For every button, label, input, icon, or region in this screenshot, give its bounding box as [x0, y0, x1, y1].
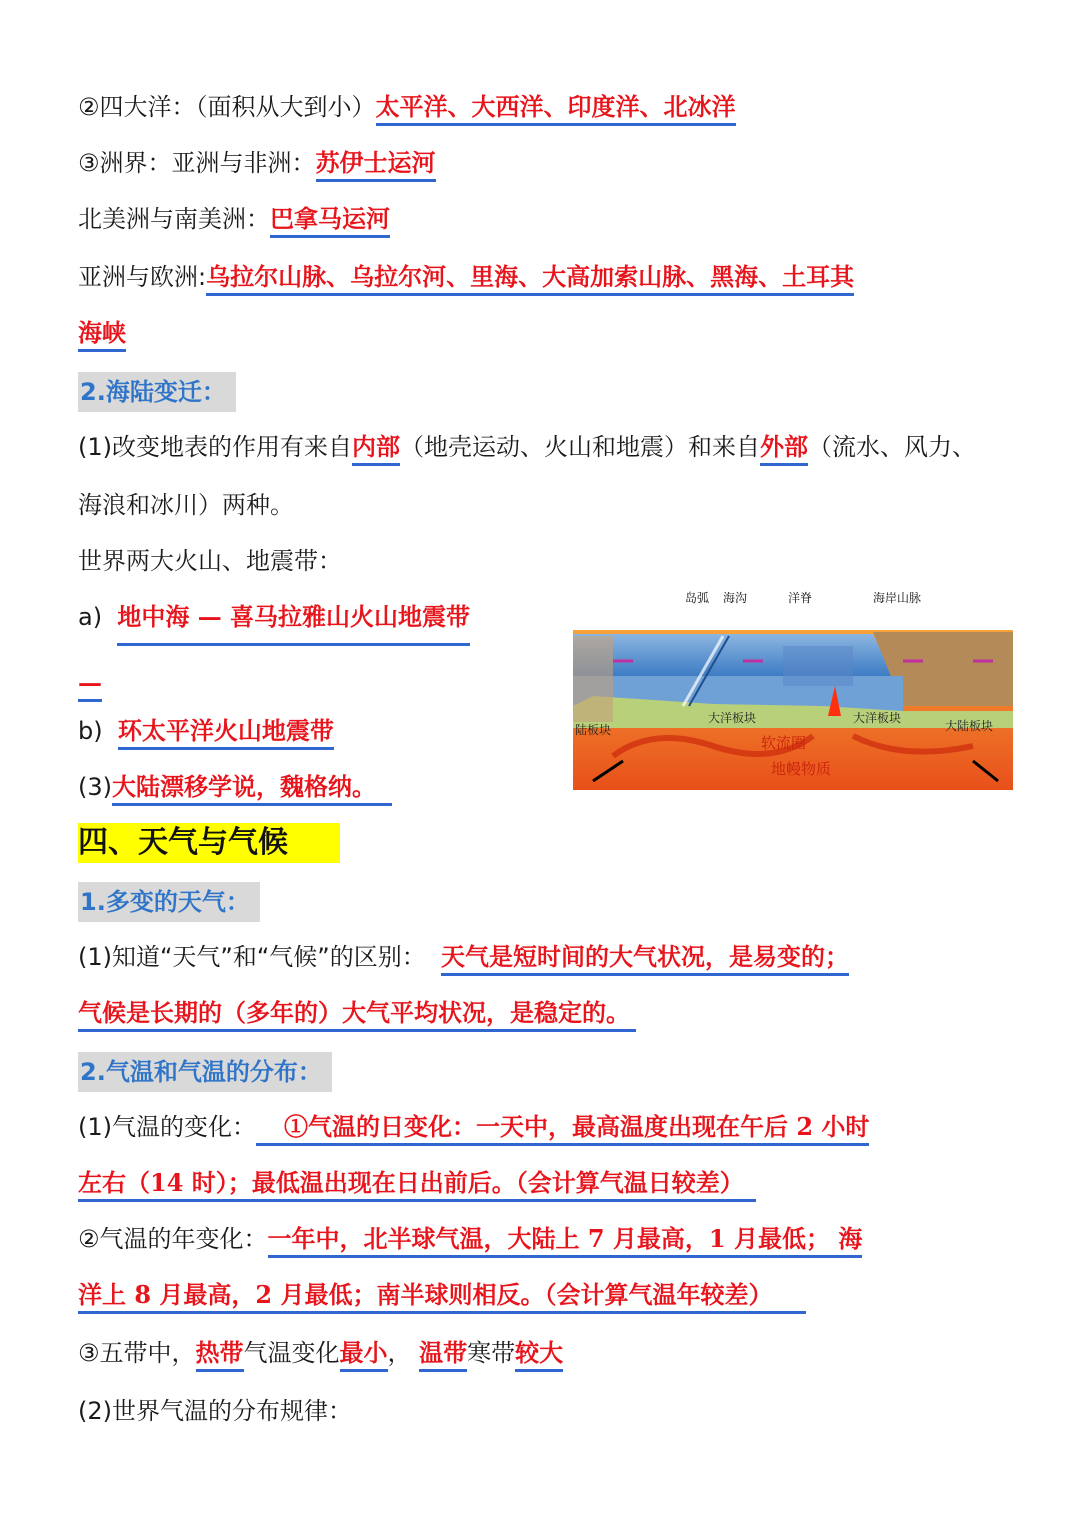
weather-question-text: (1)知道“天气”和“气候”的区别：: [78, 943, 426, 971]
belt-b-answer: 环太平洋火山地震带: [118, 716, 334, 750]
boundary-americas: [78, 202, 390, 236]
diagram-asthenosphere: 软流圈: [761, 734, 807, 752]
forces-text-1: (1)改变地表的作用有来自: [78, 433, 352, 461]
boundary3-answer-a: 乌拉尔山脉、乌拉尔河、里海、大高加索山脉、黑海、土耳其: [206, 262, 854, 296]
oceans-line: [78, 90, 736, 124]
boundary2-answer: 巴拿马运河: [270, 204, 390, 238]
belt-a-answer: 地中海 — 喜马拉雅山火山地震带: [117, 602, 470, 646]
temp-annual-line: [78, 1222, 862, 1256]
five-zones-line: [78, 1336, 563, 1370]
diagram-label-trench: 海沟: [723, 591, 748, 605]
forces-text-2: （地壳运动、火山和地震）和来自: [400, 433, 760, 461]
belt-b-label: b): [78, 717, 103, 745]
continental-drift: [78, 770, 392, 804]
oceans-answer: 太平洋、大西洋、印度洋、北冰洋: [376, 92, 736, 126]
diagram-plate-ocean-1: 大洋板块: [708, 711, 757, 725]
temp-daily-answer-2: 左右（14 时）；最低温出现在日出前后。（会计算气温日较差）: [78, 1168, 756, 1202]
forces-answer-external: 外部: [760, 432, 808, 466]
drift-label: (3): [78, 773, 112, 801]
forces-text-3: （流水、风力、: [808, 433, 976, 461]
five-zones-text-1: ③五带中，: [78, 1339, 196, 1367]
five-zones-comma: ，: [387, 1339, 412, 1367]
drift-answer: 大陆漂移学说，魏格纳。: [112, 772, 392, 806]
tropical-zone-answer: 热带: [196, 1338, 244, 1372]
temp-annual-answer-2: 洋上 8 月最高，2 月最低；南半球则相反。（会计算气温年较差）: [78, 1280, 806, 1314]
temperate-zone-answer: 温带: [419, 1338, 467, 1372]
diagram-label-ridge: 洋脊: [788, 591, 813, 605]
five-zones-text-3: 寒带: [467, 1339, 516, 1367]
boundary-asia-europe: [78, 260, 854, 294]
diagram-label-coastal-mountains: 海岸山脉: [873, 591, 922, 605]
weather-answer-2: 气候是长期的（多年的）大气平均状况，是稳定的。: [78, 998, 636, 1032]
weather-question: [78, 940, 849, 974]
section-title-weather: 1.多变的天气：: [78, 882, 260, 922]
boundary-asia-africa: [78, 146, 436, 180]
boundary1-answer: 苏伊士运河: [316, 148, 436, 182]
diagram-label-island-arc: 岛弧: [685, 591, 710, 605]
belts-title: 世界两大火山、地震带：: [78, 547, 342, 575]
oceans-label: ②四大洋：（面积从大到小）: [78, 93, 376, 121]
weather-answer-1: 天气是短时间的大气状况，是易变的；: [441, 942, 849, 976]
temp-annual-answer: 一年中，北半球气温，大陆上 7 月最高，1 月最低； 海: [268, 1224, 863, 1258]
temp-daily-answer: ①气温的日变化：一天中，最高温度出现在午后 2 小时: [256, 1112, 869, 1146]
forces-answer-internal: 内部: [352, 432, 400, 466]
chapter-title-weather-climate: 四、天气与气候: [78, 823, 340, 863]
section-title-temperature: 2.气温和气温的分布：: [78, 1052, 332, 1092]
belt-a: [78, 600, 470, 634]
boundary3-answer-b: 海峡: [78, 318, 126, 352]
forces-line-2: 海浪和冰川）两种。: [78, 491, 294, 519]
temp-change-label: (1)气温的变化：: [78, 1113, 256, 1141]
temp-daily-line: [78, 1110, 869, 1144]
plate-tectonics-diagram: [573, 586, 1013, 790]
smallest-answer: 最小: [340, 1338, 388, 1372]
belt-a-cont: [78, 666, 102, 700]
weather-answer-line-2: [78, 996, 636, 1030]
plate-diagram-svg: [573, 586, 1013, 790]
forces-line: [78, 430, 976, 464]
boundary-asia-europe-cont: [78, 316, 126, 350]
belt-b: [78, 714, 334, 748]
temp-daily-line-2: [78, 1166, 756, 1200]
temp-annual-line-2: [78, 1278, 806, 1312]
belt-a-dash: —: [78, 668, 102, 702]
section-title-sea-land: 2.海陆变迁：: [78, 372, 236, 412]
diagram-plate-ocean-2: 大洋板块: [853, 711, 902, 725]
boundary3-label: 亚洲与欧洲:: [78, 263, 207, 291]
world-temp-distribution: (2)世界气温的分布规律：: [78, 1397, 352, 1425]
larger-answer: 较大: [515, 1338, 563, 1372]
diagram-plate-continent: 大陆板块: [945, 719, 994, 733]
temp-annual-label: ②气温的年变化：: [78, 1225, 268, 1253]
belt-a-label: a): [78, 603, 103, 631]
boundary1-label: ③洲界：亚洲与非洲：: [78, 149, 316, 177]
five-zones-text-2: 气温变化: [243, 1339, 340, 1367]
boundary2-label: 北美洲与南美洲：: [78, 205, 270, 233]
diagram-mantle-material: 地幔物质: [771, 760, 832, 778]
diagram-plate-left: 陆板块: [575, 723, 612, 737]
